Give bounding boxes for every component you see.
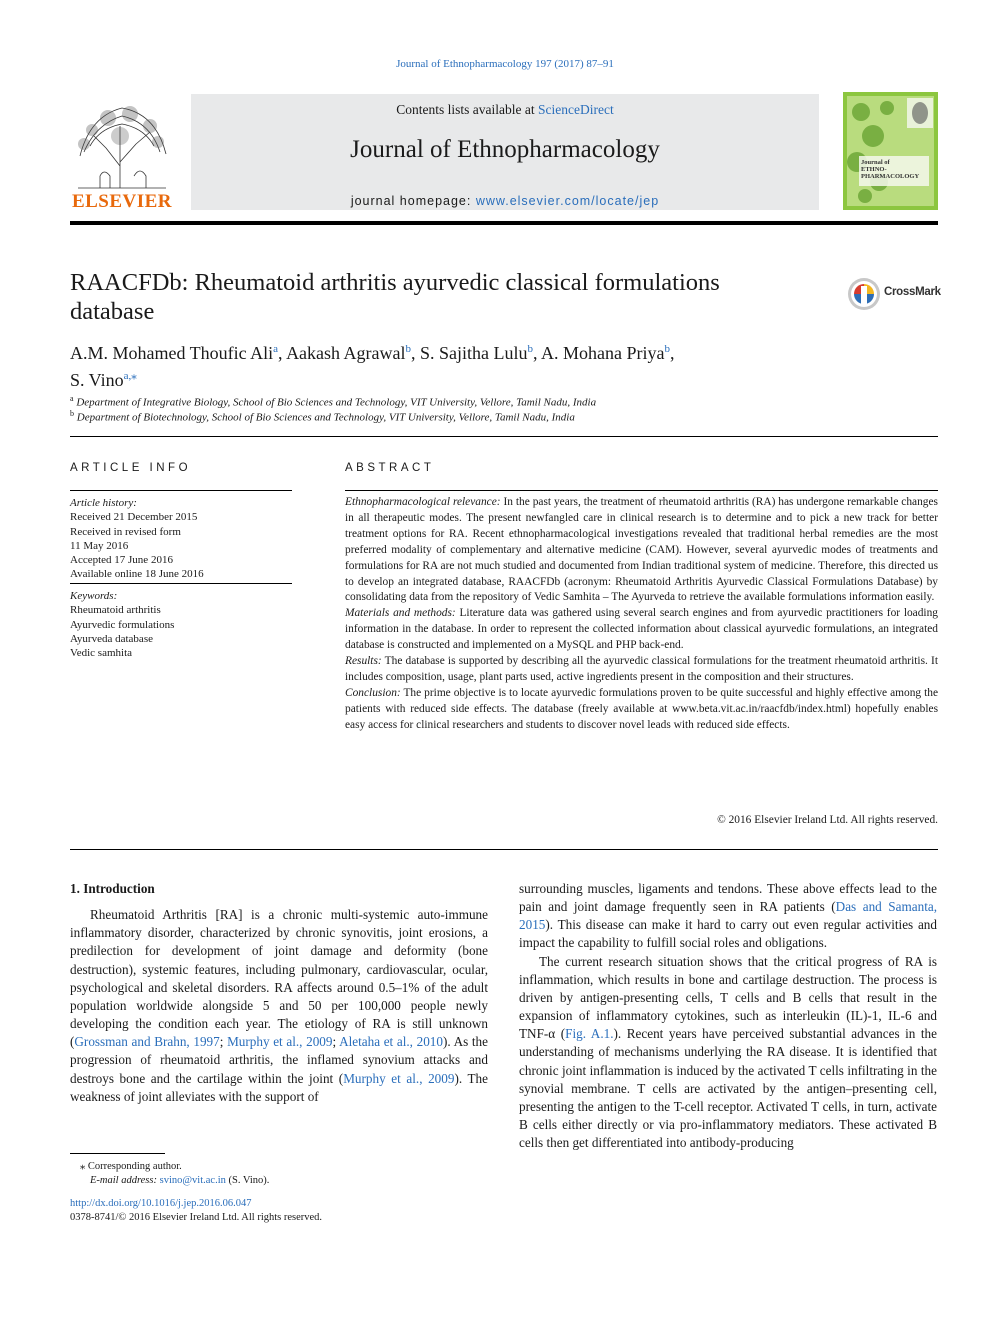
abstract-bottom-rule bbox=[70, 849, 938, 850]
author-affil-marker[interactable]: a,⁎ bbox=[123, 370, 137, 382]
cover-line-2: ETHNO- bbox=[861, 166, 887, 173]
author-affil-marker[interactable]: b bbox=[527, 343, 534, 355]
keywords-label: Keywords: bbox=[70, 590, 118, 602]
citation-link[interactable]: Das and Samanta, 2015 bbox=[519, 899, 938, 933]
affiliation-marker: a bbox=[70, 394, 74, 403]
citation-link[interactable]: Murphy et al., 2009 bbox=[343, 1070, 455, 1086]
cover-line-3: PHARMACOLOGY bbox=[861, 173, 920, 180]
keyword-item: Vedic samhita bbox=[70, 647, 133, 660]
doi-line bbox=[70, 1197, 490, 1211]
body-text: Rheumatoid Arthritis [RA] is a chronic multi-systemic auto-immune inflammatory disorder, characterized by chronic synovitis, joint erosions, a predilection for development of joint damage and deformity (bone destruction), systemic features, including pulmonary, cardiovascular, ocular, psychological and skeletal disorders. RA affects around 0.5–1% of the adult population worldwide alongside 5 and 50 per 100,000 people newly developing the condition each year. The etiology of RA is still unknown ( bbox=[70, 907, 488, 1050]
keywords-rule bbox=[70, 583, 292, 584]
abstract-heading: ABSTRACT bbox=[345, 462, 435, 474]
body-text: ). The weakness of joint alleviates with the support of bbox=[70, 1070, 489, 1104]
abstract-text: In the past years, the treatment of rheumatoid arthritis (RA) has undergone remarkable changes in all therapeutic modes. The present newfangled care in clinical research is to determine and to pick a new track for better treatment options for RA. Recent ethnopharmacological investigations revealed that traditional herbal remedies are the most preferred modality of complementary and alternative medicine (CAM). However, several ayurvedic modes of treatments and formulations for RA are not much studied and documented from Indian traditional system of medicine. Therefore, this directed us to develop an integrated database, RAACFDb (acronym: Rheumatoid Arthritis Ayurvedic Classical Formulations Database) by consolidating data from the repository of Vedic Samhita – The Ayurveda to retrieve the available formulations information easily. bbox=[345, 496, 938, 604]
history-label: Article history: bbox=[70, 497, 137, 509]
author-affil-marker[interactable]: b bbox=[405, 343, 412, 355]
body-text: ). As the progression of rheumatoid arthritis, the inflamed synovium attacks and destroys bone and the cartilage within the joint ( bbox=[70, 1034, 489, 1086]
author-name[interactable]: Aakash Agrawal bbox=[286, 343, 406, 363]
section-title: 1. Introduction bbox=[70, 881, 155, 896]
abstract-copyright: © 2016 Elsevier Ireland Ltd. All rights reserved. bbox=[717, 814, 938, 826]
homepage-prefix: journal homepage: bbox=[350, 194, 476, 208]
history-item: Received 21 December 2015 bbox=[70, 511, 198, 524]
footnotes bbox=[70, 1160, 490, 1225]
journal-cover-image bbox=[843, 92, 938, 210]
history-item: Received in revised form bbox=[70, 525, 181, 538]
article-info-heading: ARTICLE INFO bbox=[70, 462, 192, 474]
doi-link[interactable]: http://dx.doi.org/10.1016/j.jep.2016.06.047 bbox=[70, 1197, 252, 1209]
body-text: ; bbox=[332, 1034, 340, 1050]
elsevier-wordmark: ELSEVIER bbox=[71, 191, 173, 212]
journal-masthead bbox=[191, 94, 819, 210]
author-name[interactable]: S. Sajitha Lulu bbox=[420, 343, 528, 363]
header-divider bbox=[70, 436, 938, 437]
abstract-text: Literature data was gathered using several search engines and from ayurvedic practitioners for loading information in the database. In order to represent the collected information about classical ayurvedic formulations, an integrated database is constructed and implemented on a MySQL and PHP back-end. bbox=[345, 607, 938, 652]
body-text: The current research situation shows that the critical progress of RA is inflammation, which results in bone and cartilage destruction. The process is driven by antigen-presenting cells, T cells and B cells that result in the expansion of inflammatory cytokines, such as interleukin (IL)-1, IL-6 and TNF-α ( bbox=[519, 953, 937, 1042]
cover-title bbox=[861, 159, 919, 180]
corresponding-author-note: ⁎ Corresponding author. bbox=[80, 1161, 182, 1172]
email-note bbox=[70, 1174, 490, 1188]
author-list: A.M. Mohamed Thoufic Ali$^a$, Aakash Agrawal$^b$, S. Sajitha Lulu$^b$, A. Mohana Priya$^b$, S. Vino$^{a,⁎}$ bbox=[70, 343, 675, 390]
journal-cover-art bbox=[843, 92, 938, 210]
abstract-label: Conclusion: bbox=[345, 686, 401, 699]
article-info-rule bbox=[70, 490, 292, 491]
body-text: ; bbox=[219, 1034, 228, 1050]
abstract-paragraph bbox=[345, 686, 938, 734]
journal-citation[interactable]: Journal of Ethnopharmacology 197 (2017) 87–91 bbox=[396, 58, 614, 70]
body-right-column bbox=[519, 880, 937, 1152]
abstract-paragraph bbox=[345, 654, 938, 686]
abstract-text: The prime objective is to locate ayurvedic formulations proven to be quite successful and highly effective among the patients with reduced side effects. The database (freely available at www.beta.vit.ac.in/raacfdb/index.html) hopefully enables easy access for clinical researchers and students to discover novel leads with reduced side effects. bbox=[345, 686, 938, 731]
journal-homepage bbox=[191, 194, 819, 208]
citation-link[interactable]: Grossman and Brahn, 1997 bbox=[74, 1034, 220, 1050]
article-title: RAACFDb: Rheumatoid arthritis ayurvedic classical formulations database bbox=[70, 269, 720, 325]
body-left-column bbox=[70, 880, 488, 1106]
body-paragraph bbox=[70, 906, 488, 1106]
affiliation-a bbox=[70, 394, 596, 409]
author-name[interactable]: S. Vino bbox=[70, 370, 124, 390]
cover-line-1: Journal of bbox=[861, 159, 890, 166]
keyword-item: Ayurvedic formulations bbox=[70, 618, 175, 631]
email-link[interactable]: svino@vit.ac.in bbox=[159, 1175, 226, 1187]
crossmark-icon bbox=[846, 276, 882, 312]
citation-link[interactable]: Murphy et al., 2009 bbox=[227, 1034, 333, 1050]
abstract-rule bbox=[345, 490, 938, 491]
abstract-text: The database is supported by describing all the ayurvedic classical formulations for the treatment rheumatoid arthritis. It includes composition, usage, plant parts used, active ingredients present in the composition and their structures. bbox=[345, 655, 938, 683]
journal-name: Journal of Ethnopharmacology bbox=[350, 136, 660, 163]
history-item: 11 May 2016 bbox=[70, 539, 129, 552]
article-history bbox=[70, 496, 292, 582]
issn-line: 0378-8741/© 2016 Elsevier Ireland Ltd. All rights reserved. bbox=[70, 1211, 323, 1223]
email-suffix: (S. Vino). bbox=[225, 1175, 270, 1187]
body-text: ). This disease can make it hard to carry out even regular activities and impact the capability to fulfill social roles and obligations. bbox=[519, 917, 937, 951]
author-affil-marker[interactable]: b bbox=[664, 343, 671, 355]
abstract-label: Materials and methods: bbox=[345, 607, 456, 620]
masthead-rule bbox=[70, 221, 938, 225]
affiliation-marker: b bbox=[70, 409, 74, 418]
abstract-label: Ethnopharmacological relevance: bbox=[345, 496, 501, 508]
abstract-paragraph bbox=[345, 495, 938, 606]
author-name[interactable]: A.M. Mohamed Thoufic Ali bbox=[70, 343, 274, 363]
contents-prefix: Contents lists available at bbox=[396, 102, 538, 117]
affiliation-text: Department of Biotechnology, School of Bio Sciences and Technology, VIT University, Vellore, Tamil Nadu, India bbox=[76, 411, 575, 424]
keyword-item: Rheumatoid arthritis bbox=[70, 604, 161, 617]
affiliation-text: Department of Integrative Biology, School of Bio Sciences and Technology, VIT University, Vellore, Tamil Nadu, India bbox=[76, 396, 597, 409]
footnote-rule bbox=[70, 1153, 165, 1154]
body-paragraph bbox=[519, 953, 937, 1153]
body-text: surrounding muscles, ligaments and tendons. These above effects lead to the pain and joint damage frequently seen in RA patients ( bbox=[519, 881, 937, 915]
author-affil-marker[interactable]: a bbox=[273, 343, 279, 355]
abstract-body bbox=[345, 495, 938, 734]
affiliation-b bbox=[70, 409, 575, 424]
history-item: Available online 18 June 2016 bbox=[70, 568, 204, 581]
history-item: Accepted 17 June 2016 bbox=[70, 554, 173, 567]
body-paragraph bbox=[519, 880, 937, 953]
email-label: E-mail address: bbox=[90, 1175, 157, 1187]
body-text: ). Recent years have perceived substantial advances in the understanding of mechanisms underlying the RA disease. It is identified that chronic joint inflammation is induced by the activated T cells infiltrating in the synovial membrane. T cells are activated by the antigen–presenting cell, presenting the antigen to the T-cell receptor. Activated T cells, in turn, activate B cells either directly or via pro-inflammatory mediators. These activated B cells then get differentiated into antibody-producing bbox=[519, 1026, 937, 1151]
citation-link[interactable]: Aletaha et al., 2010 bbox=[339, 1034, 443, 1050]
abstract-label: Results: bbox=[345, 655, 382, 668]
contents-line bbox=[191, 102, 819, 118]
sciencedirect-link[interactable]: ScienceDirect bbox=[538, 102, 614, 117]
keyword-item: Ayurveda database bbox=[70, 632, 153, 645]
crossmark-label[interactable]: CrossMark bbox=[884, 286, 941, 298]
homepage-link[interactable]: www.elsevier.com/locate/jep bbox=[475, 194, 660, 208]
author-name[interactable]: A. Mohana Priya bbox=[541, 343, 665, 363]
figure-link[interactable]: Fig. A.1. bbox=[565, 1026, 614, 1042]
abstract-paragraph bbox=[345, 606, 938, 654]
keywords bbox=[70, 589, 292, 660]
